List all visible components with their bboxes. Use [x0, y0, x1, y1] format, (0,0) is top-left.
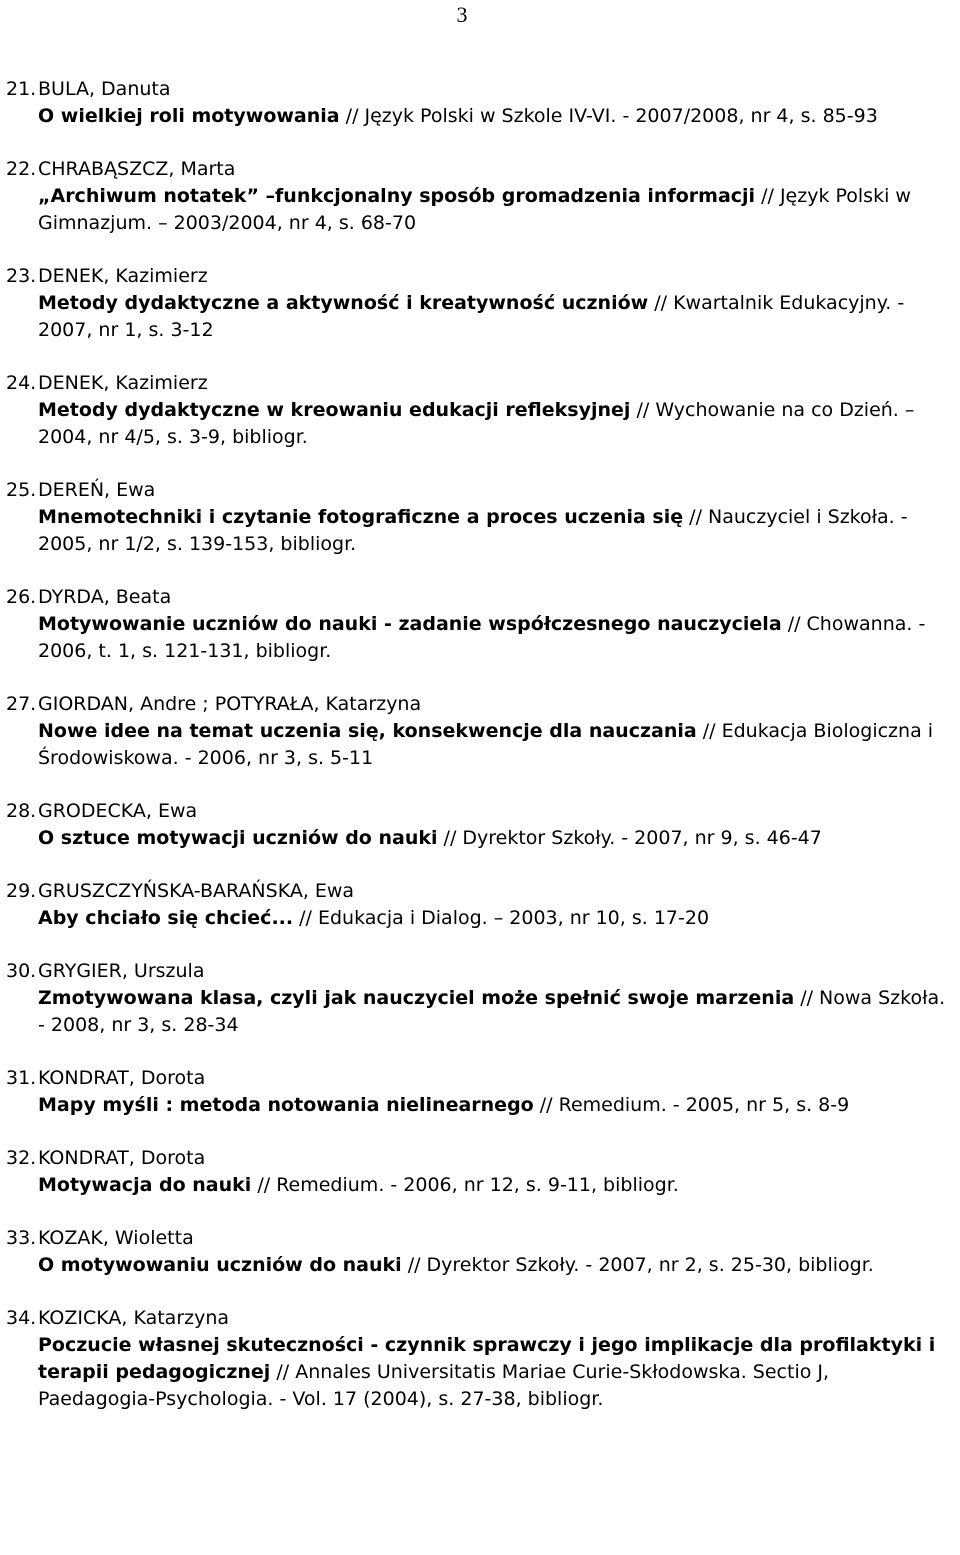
- entry-number: 30.: [6, 960, 37, 982]
- bibliography-entry: [0, 76, 960, 130]
- entry-author: KOZAK, Wioletta: [38, 1227, 194, 1249]
- entry-source: // Nauczyciel i Szkoła. - 2005, nr 1/2, s. 139-153, bibliogr.: [38, 506, 908, 555]
- bibliography-entry: [0, 1305, 960, 1413]
- entry-author: DEREŃ, Ewa: [38, 479, 156, 501]
- entry-source: // Dyrektor Szkoły. - 2007, nr 9, s. 46-47: [437, 827, 822, 849]
- entry-title: Motywacja do nauki: [38, 1174, 252, 1196]
- entry-title: Mapy myśli : metoda notowania nielinearnego: [38, 1094, 534, 1116]
- entry-source: // Nowa Szkoła. - 2008, nr 3, s. 28-34: [38, 987, 946, 1036]
- entry-title: O motywowaniu uczniów do nauki: [38, 1254, 402, 1276]
- bibliography-entry: [0, 1065, 960, 1119]
- entry-number: 29.: [6, 880, 37, 902]
- entry-title: Nowe idee na temat uczenia się, konsekwencje dla nauczania: [38, 720, 697, 742]
- bibliography-entry: [0, 798, 960, 852]
- entry-title: O sztuce motywacji uczniów do nauki: [38, 827, 438, 849]
- entry-source: // Kwartalnik Edukacyjny. - 2007, nr 1, s. 3-12: [38, 292, 905, 341]
- entry-author: KOZICKA, Katarzyna: [38, 1307, 230, 1329]
- bibliography-entry: [0, 156, 960, 237]
- entry-author: CHRABĄSZCZ, Marta: [38, 158, 236, 180]
- entry-author: KONDRAT, Dorota: [38, 1067, 206, 1089]
- entry-author: KONDRAT, Dorota: [38, 1147, 206, 1169]
- bibliography-list: [0, 76, 960, 1439]
- entry-title: Zmotywowana klasa, czyli jak nauczyciel może spełnić swoje marzenia: [38, 987, 795, 1009]
- entry-source: // Język Polski w Szkole IV-VI. - 2007/2008, nr 4, s. 85-93: [339, 105, 878, 127]
- entry-number: 31.: [6, 1067, 37, 1089]
- bibliography-entry: [0, 370, 960, 451]
- entry-number: 32.: [6, 1147, 37, 1169]
- entry-author: DENEK, Kazimierz: [38, 265, 208, 287]
- bibliography-entry: [0, 958, 960, 1039]
- entry-author: DYRDA, Beata: [38, 586, 172, 608]
- entry-author: BULA, Danuta: [38, 78, 171, 100]
- entry-author: GRODECKA, Ewa: [38, 800, 198, 822]
- entry-title: Metody dydaktyczne a aktywność i kreatywność uczniów: [38, 292, 649, 314]
- entry-author: GIORDAN, Andre ; POTYRAŁA, Katarzyna: [38, 693, 422, 715]
- entry-title: Mnemotechniki i czytanie fotograficzne a proces uczenia się: [38, 506, 684, 528]
- entry-author: GRYGIER, Urszula: [38, 960, 205, 982]
- entry-number: 27.: [6, 693, 37, 715]
- entry-source: // Dyrektor Szkoły. - 2007, nr 2, s. 25-30, bibliogr.: [401, 1254, 874, 1276]
- page-number: 3: [456, 2, 468, 27]
- entry-author: GRUSZCZYŃSKA-BARAŃSKA, Ewa: [38, 880, 355, 902]
- entry-number: 22.: [6, 158, 37, 180]
- bibliography-entry: [0, 477, 960, 558]
- entry-number: 34.: [6, 1307, 37, 1329]
- entry-number: 28.: [6, 800, 37, 822]
- entry-source: // Edukacja i Dialog. – 2003, nr 10, s. 17-20: [293, 907, 710, 929]
- entry-source: // Annales Universitatis Mariae Curie-Skłodowska. Sectio J, Paedagogia-Psychologia. - Vol. 17 (2004), s. 27-38, bibliogr.: [38, 1361, 830, 1410]
- entry-title: Poczucie własnej skuteczności - czynnik sprawczy i jego implikacje dla profilaktyki i terapii pedagogicznej: [38, 1334, 936, 1383]
- entry-source: // Remedium. - 2006, nr 12, s. 9-11, bibliogr.: [251, 1174, 679, 1196]
- entry-number: 25.: [6, 479, 37, 501]
- bibliography-entry: [0, 1145, 960, 1199]
- entry-author: DENEK, Kazimierz: [38, 372, 208, 394]
- bibliography-entry: [0, 263, 960, 344]
- entry-source: // Język Polski w Gimnazjum. – 2003/2004, nr 4, s. 68-70: [38, 185, 911, 234]
- entry-source: // Chowanna. - 2006, t. 1, s. 121-131, bibliogr.: [38, 613, 926, 662]
- entry-number: 21.: [6, 78, 37, 100]
- entry-source: // Wychowanie na co Dzień. – 2004, nr 4/5, s. 3-9, bibliogr.: [38, 399, 915, 448]
- entry-number: 33.: [6, 1227, 37, 1249]
- entry-title: Aby chciało się chcieć...: [38, 907, 294, 929]
- entry-source: // Remedium. - 2005, nr 5, s. 8-9: [533, 1094, 850, 1116]
- bibliography-entry: [0, 584, 960, 665]
- bibliography-entry: [0, 878, 960, 932]
- entry-title: „Archiwum notatek” –funkcjonalny sposób gromadzenia informacji: [38, 185, 756, 207]
- entry-title: Motywowanie uczniów do nauki - zadanie współczesnego nauczyciela: [38, 613, 782, 635]
- entry-title: O wielkiej roli motywowania: [38, 105, 340, 127]
- bibliography-entry: [0, 1225, 960, 1279]
- entry-title: Metody dydaktyczne w kreowaniu edukacji refleksyjnej: [38, 399, 631, 421]
- entry-source: // Edukacja Biologiczna i Środowiskowa. - 2006, nr 3, s. 5-11: [38, 720, 934, 769]
- entry-number: 26.: [6, 586, 37, 608]
- bibliography-entry: [0, 691, 960, 772]
- entry-number: 24.: [6, 372, 37, 394]
- entry-number: 23.: [6, 265, 37, 287]
